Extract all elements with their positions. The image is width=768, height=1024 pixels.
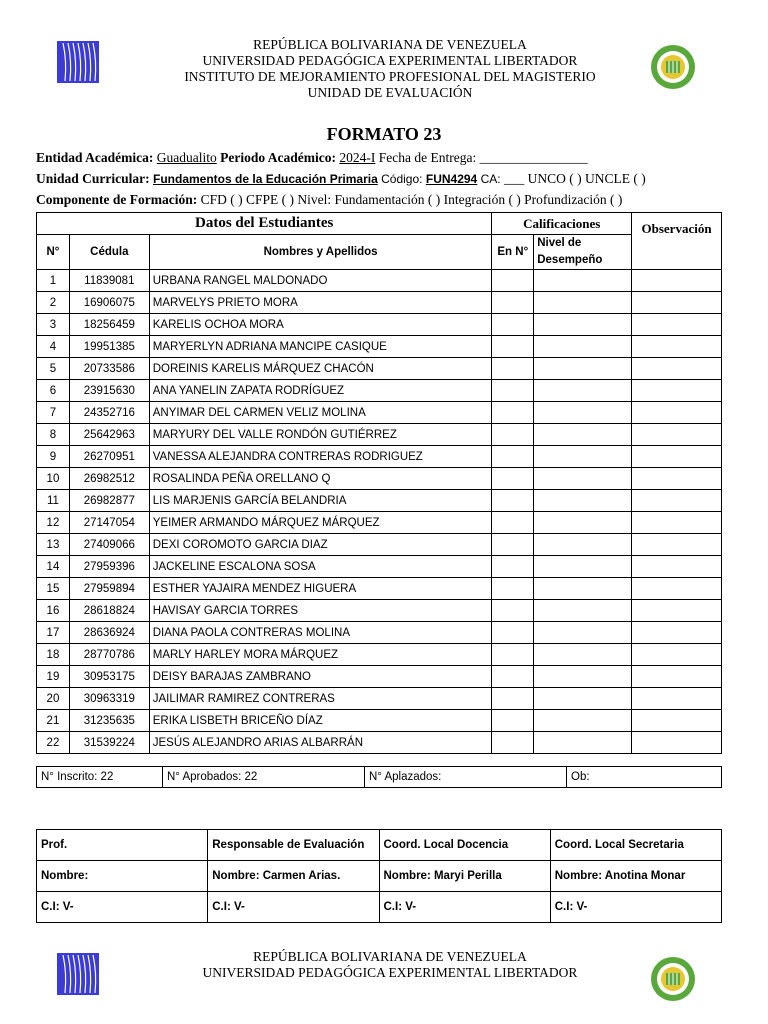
entidad-label: Entidad Académica: bbox=[36, 150, 154, 165]
row-cedula: 23915630 bbox=[69, 380, 149, 402]
row-nombre: MARYERLYN ADRIANA MANCIPE CASIQUE bbox=[149, 336, 492, 358]
ca-label: CA: bbox=[480, 172, 501, 186]
row-nivel-desempeno[interactable] bbox=[534, 512, 632, 534]
fecha-field[interactable]: ________________ bbox=[479, 150, 588, 165]
row-number: 1 bbox=[37, 270, 70, 292]
table-row bbox=[37, 666, 722, 688]
table-row bbox=[37, 468, 722, 490]
row-nivel-desempeno[interactable] bbox=[534, 358, 632, 380]
row-nivel-desempeno[interactable] bbox=[534, 314, 632, 336]
row-observacion[interactable] bbox=[632, 600, 722, 622]
row-cedula: 27147054 bbox=[69, 512, 149, 534]
row-nivel-desempeno[interactable] bbox=[534, 424, 632, 446]
signature-table bbox=[36, 829, 722, 923]
row-observacion[interactable] bbox=[632, 490, 722, 512]
row-observacion[interactable] bbox=[632, 666, 722, 688]
group-header-calificaciones: Calificaciones bbox=[492, 213, 632, 235]
inscritos-count: N° Inscrito: 22 bbox=[37, 767, 163, 787]
unidad-label: Unidad Curricular: bbox=[36, 171, 150, 186]
row-nivel-desempeno[interactable] bbox=[534, 644, 632, 666]
table-row bbox=[37, 270, 722, 292]
sig-name-secretaria[interactable]: Nombre: Anotina Monar bbox=[550, 861, 721, 892]
row-grade-number[interactable] bbox=[492, 512, 534, 534]
row-nivel-desempeno[interactable] bbox=[534, 534, 632, 556]
row-nivel-desempeno[interactable] bbox=[534, 578, 632, 600]
sig-header-docencia: Coord. Local Docencia bbox=[379, 830, 550, 861]
row-number: 20 bbox=[37, 688, 70, 710]
row-number: 19 bbox=[37, 666, 70, 688]
sig-ci-docencia[interactable]: C.I: V- bbox=[379, 892, 550, 923]
row-grade-number[interactable] bbox=[492, 292, 534, 314]
row-cedula: 28636924 bbox=[69, 622, 149, 644]
table-row bbox=[37, 688, 722, 710]
row-number: 10 bbox=[37, 468, 70, 490]
ipmp-seal-footer-icon bbox=[649, 955, 697, 1003]
row-nombre: ANA YANELIN ZAPATA RODRÍGUEZ bbox=[149, 380, 492, 402]
row-nombre: URBANA RANGEL MALDONADO bbox=[149, 270, 492, 292]
row-cedula: 31539224 bbox=[69, 732, 149, 754]
table-row bbox=[37, 600, 722, 622]
row-grade-number[interactable] bbox=[492, 468, 534, 490]
info-line-unidad bbox=[36, 171, 646, 187]
aprobados-count: N° Aprobados: 22 bbox=[163, 767, 365, 787]
row-grade-number[interactable] bbox=[492, 600, 534, 622]
ob-field[interactable]: Ob: bbox=[571, 771, 590, 783]
row-nivel-desempeno[interactable] bbox=[534, 622, 632, 644]
header-line-4: UNIDAD DE EVALUACIÓN bbox=[307, 85, 473, 100]
group-header-datos: Datos del Estudiantes bbox=[37, 213, 492, 235]
table-row bbox=[37, 314, 722, 336]
row-nombre: MARVELYS PRIETO MORA bbox=[149, 292, 492, 314]
sig-name-docencia[interactable]: Nombre: Maryi Perilla bbox=[379, 861, 550, 892]
row-grade-number[interactable] bbox=[492, 688, 534, 710]
table-row bbox=[37, 490, 722, 512]
row-number: 5 bbox=[37, 358, 70, 380]
row-observacion[interactable] bbox=[632, 270, 722, 292]
row-cedula: 24352716 bbox=[69, 402, 149, 424]
row-number: 11 bbox=[37, 490, 70, 512]
row-nombre: DOREINIS KARELIS MÁRQUEZ CHACÓN bbox=[149, 358, 492, 380]
row-observacion[interactable] bbox=[632, 292, 722, 314]
col-header-cedula: Cédula bbox=[69, 235, 149, 270]
table-row bbox=[37, 402, 722, 424]
row-nivel-desempeno[interactable] bbox=[534, 468, 632, 490]
table-row bbox=[37, 446, 722, 468]
row-nivel-desempeno[interactable] bbox=[534, 556, 632, 578]
row-nombre: VANESSA ALEJANDRA CONTRERAS RODRIGUEZ bbox=[149, 446, 492, 468]
table-row bbox=[37, 644, 722, 666]
row-cedula: 31235635 bbox=[69, 710, 149, 732]
row-grade-number[interactable] bbox=[492, 732, 534, 754]
row-grade-number[interactable] bbox=[492, 446, 534, 468]
row-nivel-desempeno[interactable] bbox=[534, 292, 632, 314]
row-cedula: 20733586 bbox=[69, 358, 149, 380]
row-nombre: JACKELINE ESCALONA SOSA bbox=[149, 556, 492, 578]
table-row bbox=[37, 292, 722, 314]
row-observacion[interactable] bbox=[632, 556, 722, 578]
row-grade-number[interactable] bbox=[492, 314, 534, 336]
col-header-nivel: Nivel de Desempeño bbox=[534, 235, 632, 270]
row-grade-number[interactable] bbox=[492, 556, 534, 578]
entidad-value: Guadualito bbox=[156, 150, 217, 165]
ca-field[interactable]: ___ bbox=[504, 171, 525, 186]
student-rows bbox=[37, 270, 722, 754]
periodo-value: 2024-I bbox=[339, 150, 376, 165]
row-nivel-desempeno[interactable] bbox=[534, 490, 632, 512]
row-cedula: 26982877 bbox=[69, 490, 149, 512]
row-observacion[interactable] bbox=[632, 424, 722, 446]
row-grade-number[interactable] bbox=[492, 644, 534, 666]
row-grade-number[interactable] bbox=[492, 578, 534, 600]
row-nivel-desempeno[interactable] bbox=[534, 446, 632, 468]
row-observacion[interactable] bbox=[632, 732, 722, 754]
row-cedula: 28770786 bbox=[69, 644, 149, 666]
row-cedula: 28618824 bbox=[69, 600, 149, 622]
row-cedula: 26982512 bbox=[69, 468, 149, 490]
row-cedula: 18256459 bbox=[69, 314, 149, 336]
sig-ci-secretaria[interactable]: C.I: V- bbox=[550, 892, 721, 923]
sig-ci-responsable[interactable]: C.I: V- bbox=[208, 892, 379, 923]
row-number: 7 bbox=[37, 402, 70, 424]
sig-header-secretaria: Coord. Local Secretaria bbox=[550, 830, 721, 861]
row-grade-number[interactable] bbox=[492, 380, 534, 402]
row-observacion[interactable] bbox=[632, 622, 722, 644]
sig-name-responsable[interactable]: Nombre: Carmen Arias. bbox=[208, 861, 379, 892]
ipmp-seal-icon bbox=[649, 43, 697, 91]
row-cedula: 30953175 bbox=[69, 666, 149, 688]
row-number: 13 bbox=[37, 534, 70, 556]
row-cedula: 26270951 bbox=[69, 446, 149, 468]
row-observacion[interactable] bbox=[632, 446, 722, 468]
row-number: 21 bbox=[37, 710, 70, 732]
header-line-3: INSTITUTO DE MEJORAMIENTO PROFESIONAL DEL MAGISTERIO bbox=[184, 69, 596, 84]
row-nombre: DIANA PAOLA CONTRERAS MOLINA bbox=[149, 622, 492, 644]
row-number: 15 bbox=[37, 578, 70, 600]
row-number: 14 bbox=[37, 556, 70, 578]
row-observacion[interactable] bbox=[632, 468, 722, 490]
row-nombre: JAILIMAR RAMIREZ CONTRERAS bbox=[149, 688, 492, 710]
codigo-label: Código: bbox=[381, 172, 423, 186]
institution-footer bbox=[130, 949, 650, 981]
row-cedula: 30963319 bbox=[69, 688, 149, 710]
table-row bbox=[37, 380, 722, 402]
row-grade-number[interactable] bbox=[492, 336, 534, 358]
row-nombre: DEXI COROMOTO GARCIA DIAZ bbox=[149, 534, 492, 556]
table-row bbox=[37, 358, 722, 380]
institution-header bbox=[130, 37, 650, 101]
row-nivel-desempeno[interactable] bbox=[534, 270, 632, 292]
form-title: FORMATO 23 bbox=[326, 124, 442, 144]
table-row bbox=[37, 336, 722, 358]
row-number: 3 bbox=[37, 314, 70, 336]
row-cedula: 11839081 bbox=[69, 270, 149, 292]
row-observacion[interactable] bbox=[632, 512, 722, 534]
row-nombre: YEIMER ARMANDO MÁRQUEZ MÁRQUEZ bbox=[149, 512, 492, 534]
row-observacion[interactable] bbox=[632, 314, 722, 336]
row-number: 4 bbox=[37, 336, 70, 358]
row-nombre: DEISY BARAJAS ZAMBRANO bbox=[149, 666, 492, 688]
fecha-label: Fecha de Entrega: bbox=[378, 150, 477, 165]
row-grade-number[interactable] bbox=[492, 710, 534, 732]
row-number: 22 bbox=[37, 732, 70, 754]
sig-ci-prof[interactable]: C.I: V- bbox=[37, 892, 208, 923]
col-header-n: N° bbox=[37, 235, 70, 270]
row-nombre: JESÚS ALEJANDRO ARIAS ALBARRÁN bbox=[149, 732, 492, 754]
table-row bbox=[37, 534, 722, 556]
componente-options[interactable]: CFD ( ) CFPE ( ) bbox=[200, 192, 294, 207]
row-cedula: 19951385 bbox=[69, 336, 149, 358]
row-observacion[interactable] bbox=[632, 710, 722, 732]
row-cedula: 27959396 bbox=[69, 556, 149, 578]
nivel-label: Nivel: bbox=[297, 192, 332, 207]
footer-line-1: REPÚBLICA BOLIVARIANA DE VENEZUELA bbox=[253, 949, 527, 964]
header-line-1: REPÚBLICA BOLIVARIANA DE VENEZUELA bbox=[253, 37, 527, 52]
footer-line-2: UNIVERSIDAD PEDAGÓGICA EXPERIMENTAL LIBERTADOR bbox=[202, 965, 578, 980]
row-observacion[interactable] bbox=[632, 358, 722, 380]
nivel-options[interactable]: Fundamentación ( ) Integración ( ) Profundización ( ) bbox=[334, 192, 623, 207]
info-line-componente bbox=[36, 192, 622, 208]
row-nivel-desempeno[interactable] bbox=[534, 600, 632, 622]
aplazados-count[interactable]: N° Aplazados: bbox=[365, 767, 567, 787]
codigo-value: FUN4294 bbox=[425, 172, 478, 186]
row-grade-number[interactable] bbox=[492, 424, 534, 446]
table-row bbox=[37, 512, 722, 534]
periodo-label: Periodo Académico: bbox=[220, 150, 336, 165]
row-nombre: ERIKA LISBETH BRICEÑO DÍAZ bbox=[149, 710, 492, 732]
row-grade-number[interactable] bbox=[492, 622, 534, 644]
row-number: 2 bbox=[37, 292, 70, 314]
sig-header-responsable: Responsable de Evaluación bbox=[208, 830, 379, 861]
row-nivel-desempeno[interactable] bbox=[534, 688, 632, 710]
row-cedula: 27409066 bbox=[69, 534, 149, 556]
row-number: 17 bbox=[37, 622, 70, 644]
row-nombre: KARELIS OCHOA MORA bbox=[149, 314, 492, 336]
row-cedula: 25642963 bbox=[69, 424, 149, 446]
row-nombre: ANYIMAR DEL CARMEN VELIZ MOLINA bbox=[149, 402, 492, 424]
row-nombre: ROSALINDA PEÑA ORELLANO Q bbox=[149, 468, 492, 490]
uncle-option[interactable]: UNCLE ( ) bbox=[585, 171, 646, 186]
info-line-entidad bbox=[36, 150, 588, 166]
row-number: 9 bbox=[37, 446, 70, 468]
row-nivel-desempeno[interactable] bbox=[534, 402, 632, 424]
sig-header-prof: Prof. bbox=[37, 830, 208, 861]
row-observacion[interactable] bbox=[632, 644, 722, 666]
table-row bbox=[37, 622, 722, 644]
componente-label: Componente de Formación: bbox=[36, 192, 198, 207]
table-row bbox=[37, 424, 722, 446]
row-nivel-desempeno[interactable] bbox=[534, 732, 632, 754]
row-nombre: HAVISAY GARCIA TORRES bbox=[149, 600, 492, 622]
row-observacion[interactable] bbox=[632, 336, 722, 358]
row-grade-number[interactable] bbox=[492, 270, 534, 292]
col-header-observacion: Observación bbox=[632, 213, 722, 270]
row-nombre: ESTHER YAJAIRA MENDEZ HIGUERA bbox=[149, 578, 492, 600]
summary-row bbox=[36, 766, 722, 788]
row-cedula: 27959894 bbox=[69, 578, 149, 600]
row-number: 12 bbox=[37, 512, 70, 534]
row-observacion[interactable] bbox=[632, 534, 722, 556]
upel-logo-icon bbox=[57, 41, 99, 83]
col-header-en-n: En N° bbox=[492, 235, 534, 270]
table-row bbox=[37, 710, 722, 732]
row-grade-number[interactable] bbox=[492, 358, 534, 380]
row-grade-number[interactable] bbox=[492, 490, 534, 512]
row-nivel-desempeno[interactable] bbox=[534, 336, 632, 358]
table-row bbox=[37, 556, 722, 578]
table-row bbox=[37, 732, 722, 754]
row-nombre: MARYURY DEL VALLE RONDÓN GUTIÉRREZ bbox=[149, 424, 492, 446]
unco-option[interactable]: UNCO ( ) bbox=[527, 171, 582, 186]
upel-logo-footer-icon bbox=[57, 953, 99, 995]
row-number: 16 bbox=[37, 600, 70, 622]
row-number: 6 bbox=[37, 380, 70, 402]
sig-name-prof[interactable]: Nombre: bbox=[37, 861, 208, 892]
row-nivel-desempeno[interactable] bbox=[534, 710, 632, 732]
students-table bbox=[36, 212, 722, 754]
row-nombre: LIS MARJENIS GARCÍA BELANDRIA bbox=[149, 490, 492, 512]
row-nivel-desempeno[interactable] bbox=[534, 666, 632, 688]
row-grade-number[interactable] bbox=[492, 402, 534, 424]
row-nivel-desempeno[interactable] bbox=[534, 380, 632, 402]
row-observacion[interactable] bbox=[632, 578, 722, 600]
row-grade-number[interactable] bbox=[492, 666, 534, 688]
row-grade-number[interactable] bbox=[492, 534, 534, 556]
row-cedula: 16906075 bbox=[69, 292, 149, 314]
row-nombre: MARLY HARLEY MORA MÁRQUEZ bbox=[149, 644, 492, 666]
col-header-nombres: Nombres y Apellidos bbox=[149, 235, 492, 270]
row-observacion[interactable] bbox=[632, 380, 722, 402]
header-line-2: UNIVERSIDAD PEDAGÓGICA EXPERIMENTAL LIBERTADOR bbox=[202, 53, 578, 68]
row-number: 8 bbox=[37, 424, 70, 446]
unidad-value: Fundamentos de la Educación Primaria bbox=[153, 172, 378, 186]
row-number: 18 bbox=[37, 644, 70, 666]
row-observacion[interactable] bbox=[632, 402, 722, 424]
row-observacion[interactable] bbox=[632, 688, 722, 710]
table-row bbox=[37, 578, 722, 600]
